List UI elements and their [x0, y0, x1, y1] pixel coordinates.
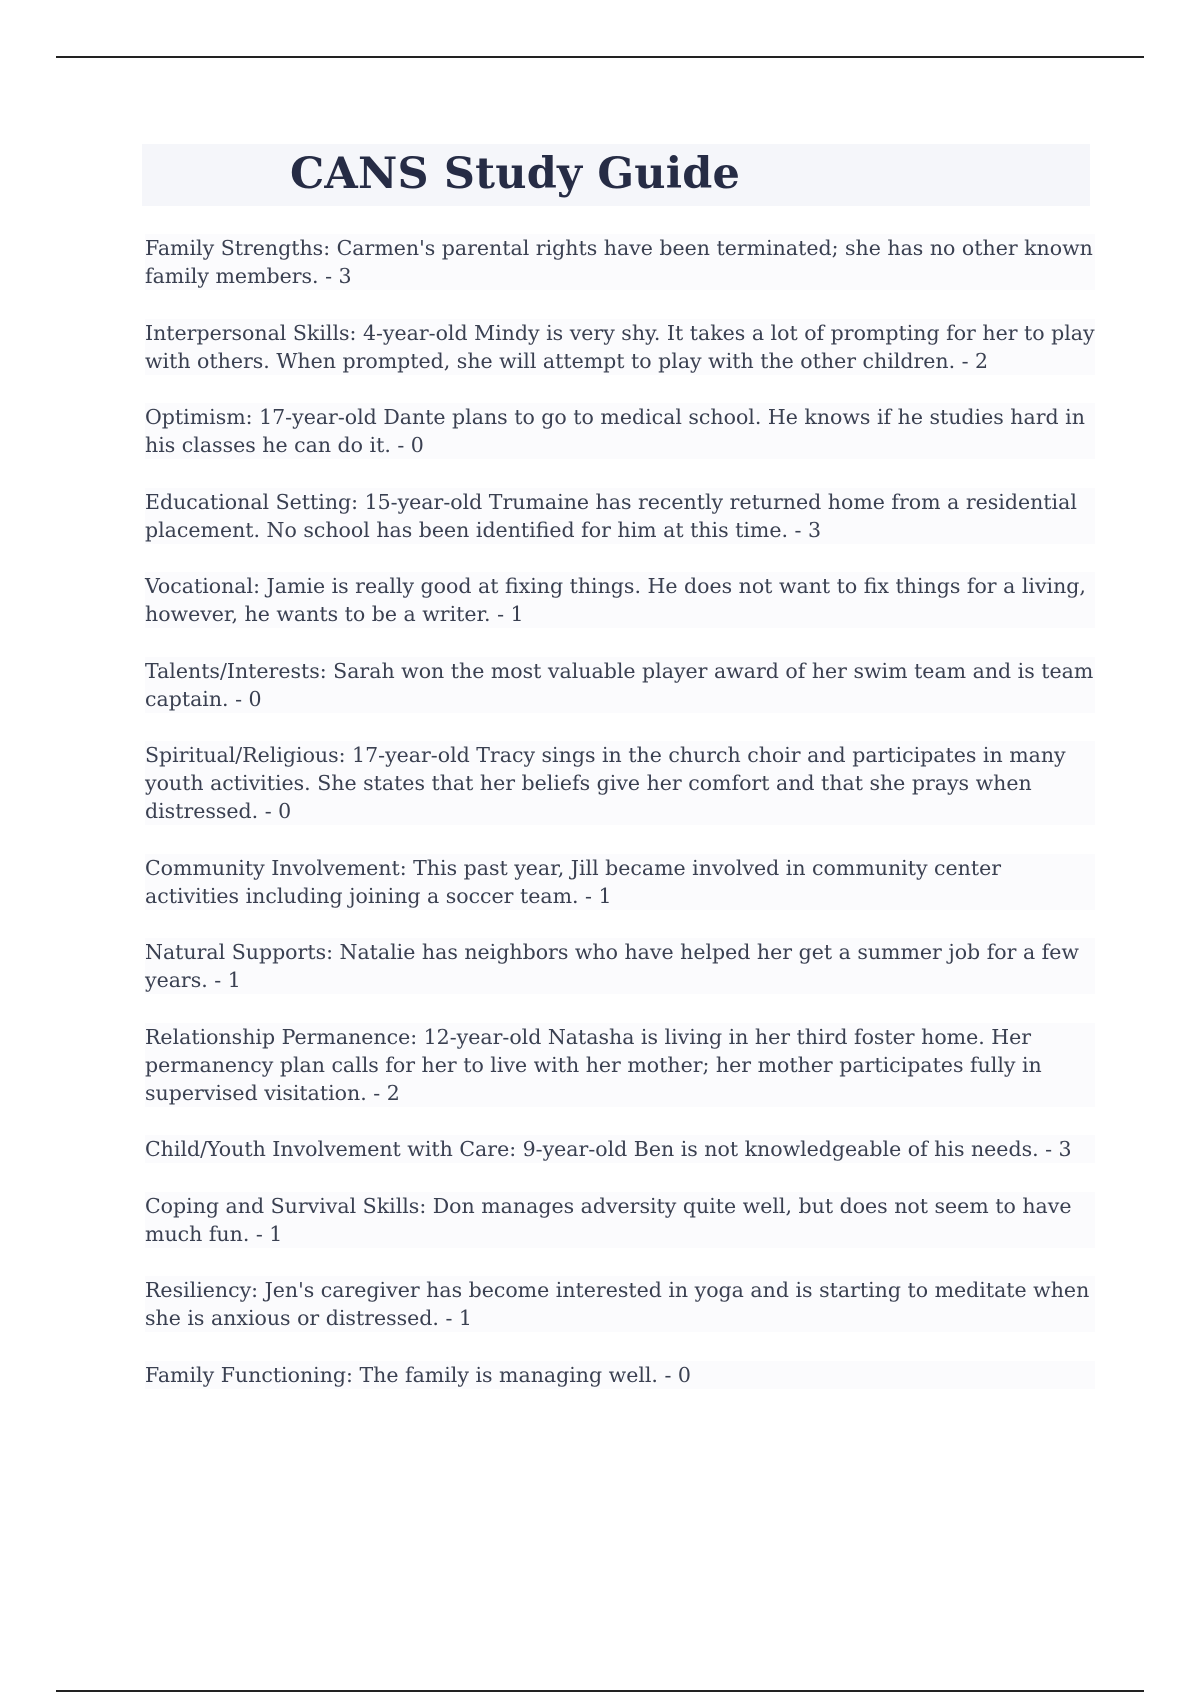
entry-educational-setting: Educational Setting: 15-year-old Trumaine has recently returned home from a residential placement. No school has been identified for him at this time. - 3	[145, 488, 1095, 544]
entry-family-strengths: Family Strengths: Carmen's parental rights have been terminated; she has no other known family members. - 3	[145, 234, 1095, 290]
entry-spiritual-religious: Spiritual/Religious: 17-year-old Tracy sings in the church choir and participates in many youth activities. She states that her beliefs give her comfort and that she prays when distressed. - 0	[145, 741, 1095, 825]
entry-talents-interests: Talents/Interests: Sarah won the most valuable player award of her swim team and is team captain. - 0	[145, 658, 1094, 711]
entry-interpersonal-skills: Interpersonal Skills: 4-year-old Mindy is very shy. It takes a lot of prompting for her to play with others. When prompted, she will attempt to play with the other children. - 2	[145, 320, 1095, 373]
entry-natural-supports: Natural Supports: Natalie has neighbors who have helped her get a summer job for a few years. - 1	[145, 938, 1095, 994]
entry-family-functioning: Family Functioning: The family is managing well. - 0	[145, 1361, 1095, 1389]
entry-community-involvement: Community Involvement: This past year, Jill became involved in community center activities including joining a soccer team. - 1	[145, 854, 1095, 910]
document-title: CANS Study Guide	[290, 149, 741, 199]
entry-resiliency: Resiliency: Jen's caregiver has become interested in yoga and is starting to meditate when she is anxious or distressed. - 1	[145, 1276, 1095, 1332]
header-rule	[56, 56, 1144, 58]
entry-relationship-permanence: Relationship Permanence: 12-year-old Natasha is living in her third foster home. Her permanency plan calls for her to live with her mother; her mother participates fully in supervised visitation. - 2	[145, 1023, 1095, 1107]
study-entries	[145, 234, 1095, 1417]
entry-coping-survival-skills: Coping and Survival Skills: Don manages adversity quite well, but does not seem to have much fun. - 1	[145, 1192, 1095, 1248]
footer-rule	[56, 1690, 1144, 1692]
entry-child-youth-involvement: Child/Youth Involvement with Care: 9-year-old Ben is not knowledgeable of his needs. - 3	[145, 1135, 1095, 1163]
entry-vocational: Vocational: Jamie is really good at fixing things. He does not want to fix things for a living, however, he wants to be a writer. - 1	[145, 572, 1095, 628]
entry-optimism: Optimism: 17-year-old Dante plans to go to medical school. He knows if he studies hard in his classes he can do it. - 0	[145, 403, 1095, 459]
